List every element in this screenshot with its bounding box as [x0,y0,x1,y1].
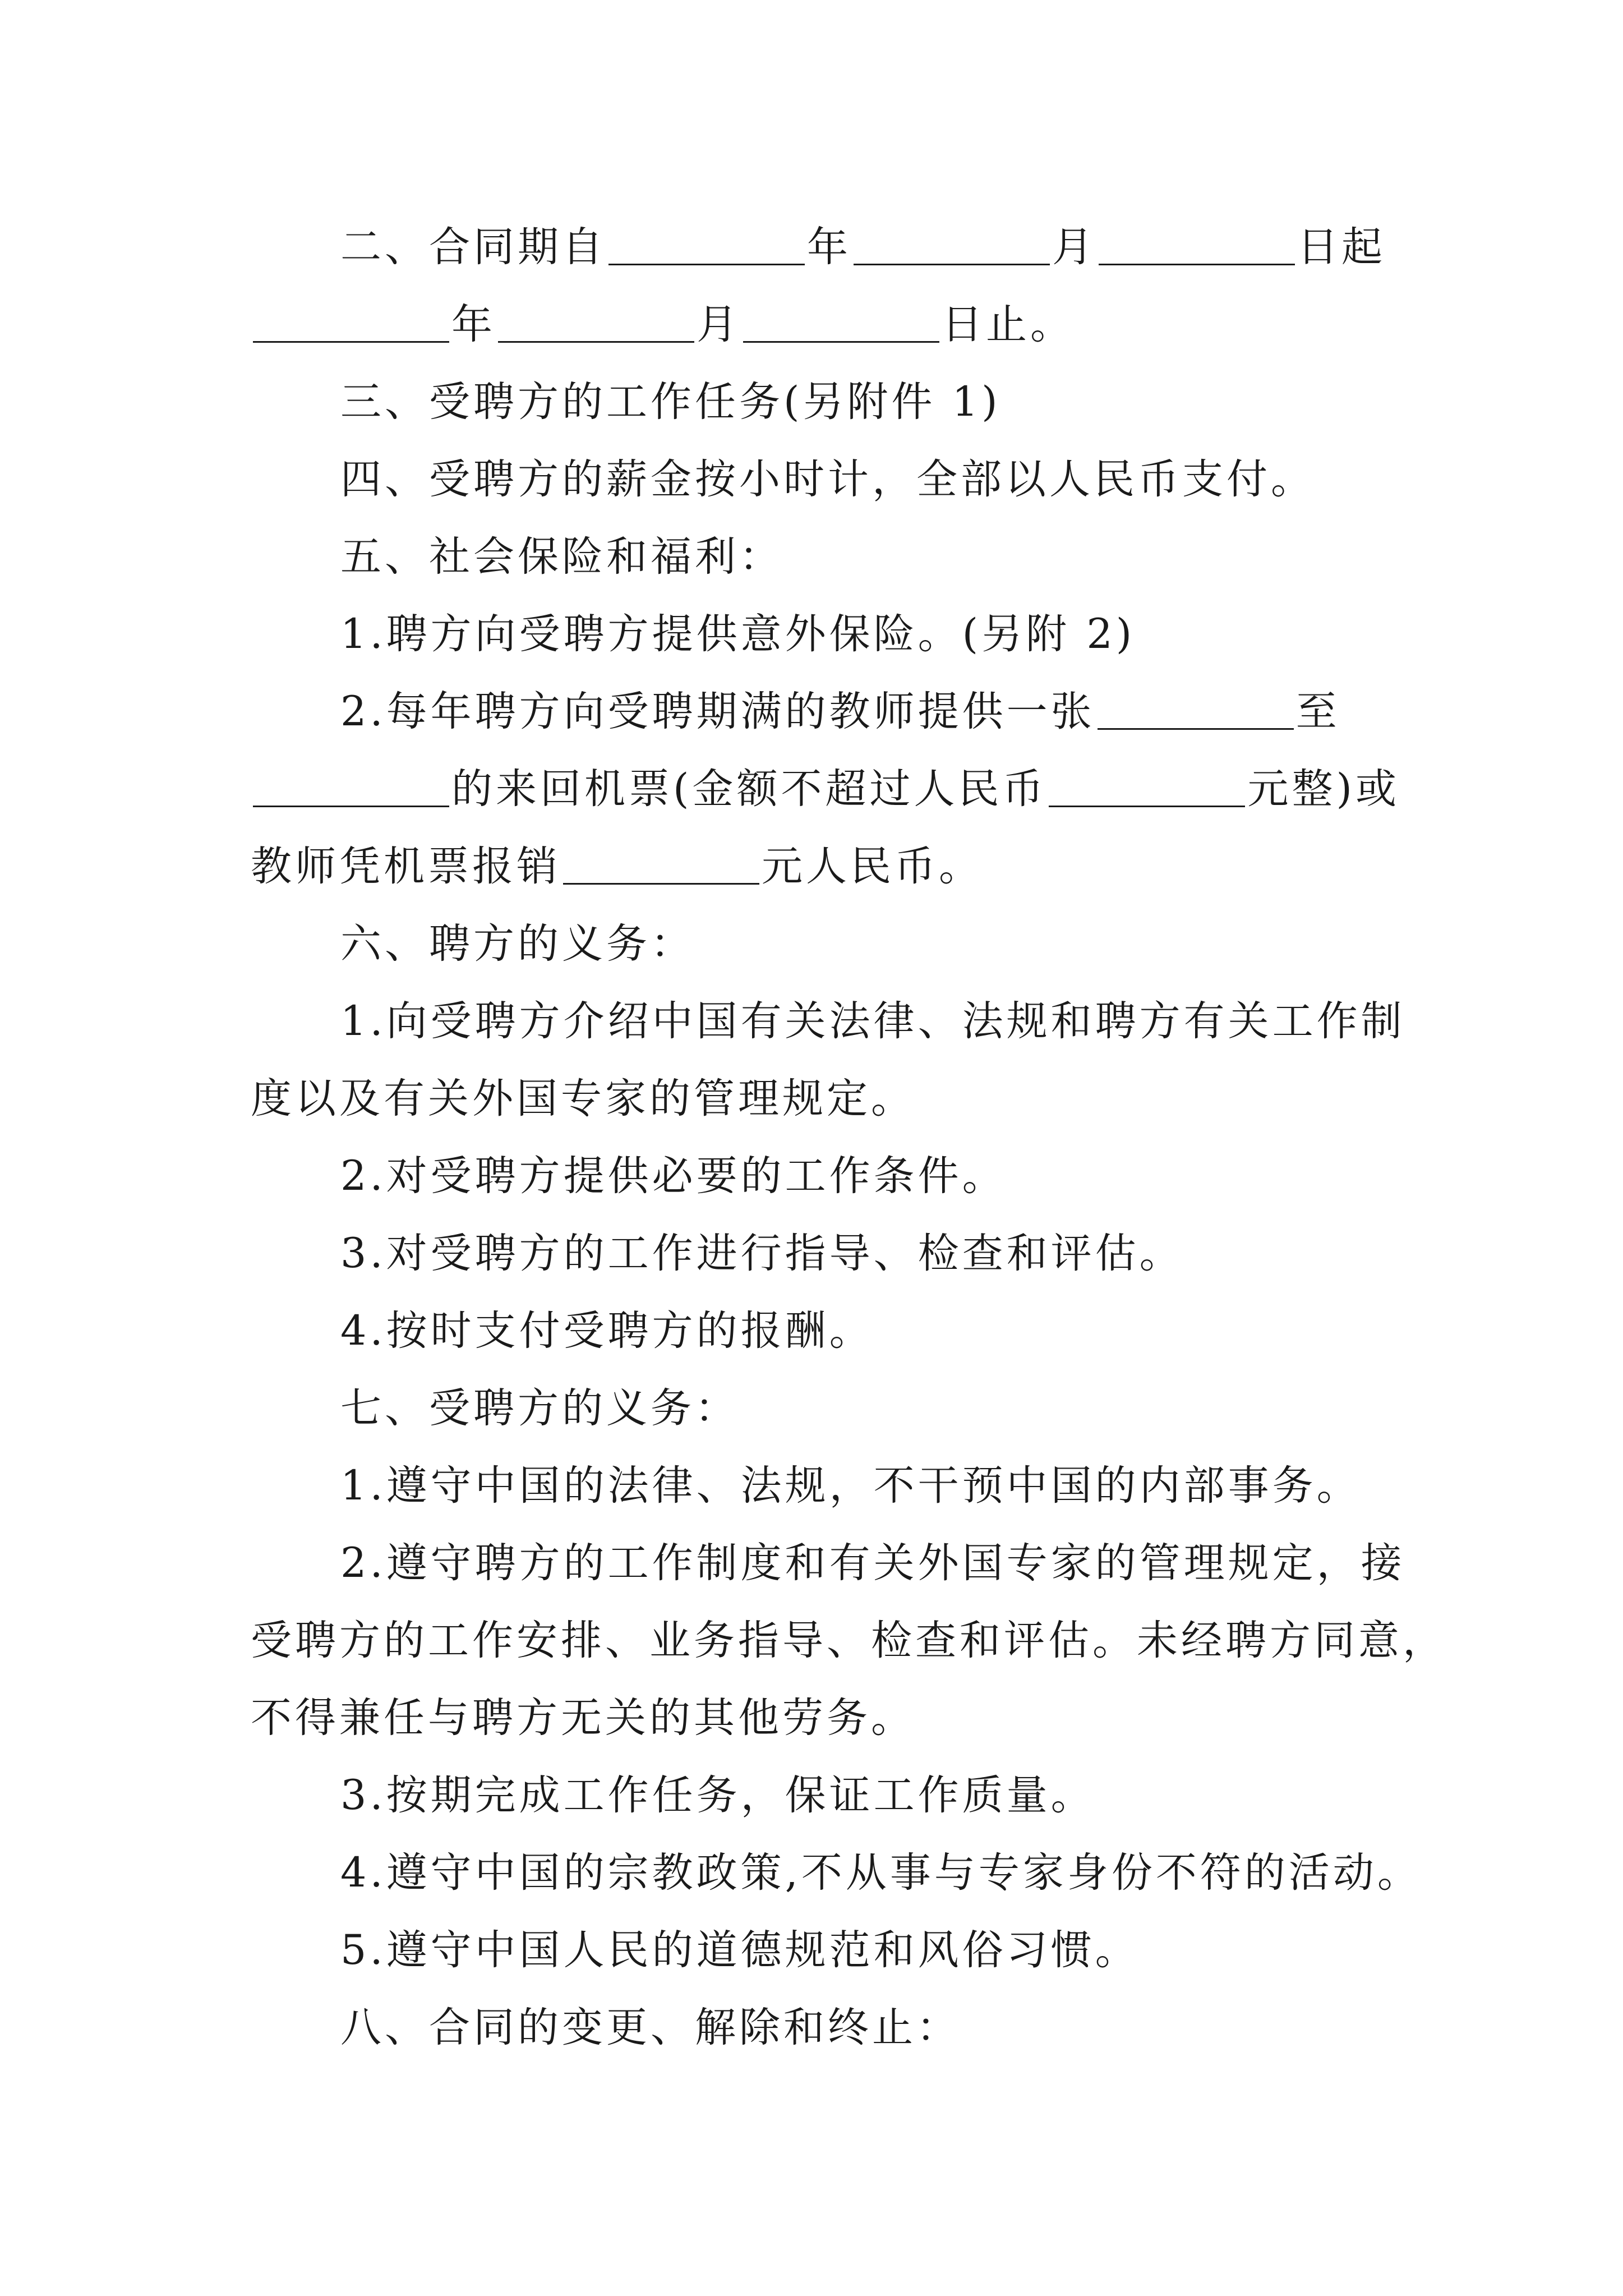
paragraph-line [251,751,1400,828]
line-text: 五、社会保险和福利： [340,533,783,581]
fill-in-blank [1049,765,1245,807]
paragraph-line [251,983,1405,1060]
fill-in-blank [1099,223,1295,265]
paragraph-line [251,596,1395,673]
paragraph-line [251,1060,1395,1138]
line-text: 三、受聘方的工作任务(另附件 1) [340,378,1001,426]
line-text: 1.聘方向受聘方提供意外保险。(另附 2) [340,610,1136,658]
paragraph-line [251,1757,1395,1834]
fill-in-blank [498,300,694,343]
fill-in-blank [743,300,939,343]
paragraph-line [251,905,1395,983]
fill-in-blank [854,223,1050,265]
line-text: 度以及有关外国专家的管理规定。 [251,1075,915,1122]
line-text: 元人民币。 [762,843,983,890]
line-text: 四、受聘方的薪金按小时计，全部以人民币支付。 [340,455,1315,503]
line-text: 4.遵守中国的宗教政策,不从事与专家身份不符的活动。 [340,1849,1422,1897]
paragraph-line [251,1680,1395,1757]
line-text: 二、合同期自 [340,223,606,271]
paragraph-line [251,286,1395,364]
paragraph-line [251,1370,1395,1447]
line-text: 教师凭机票报销 [251,843,561,890]
line-text: 2.每年聘方向受聘期满的教师提供一张 [340,688,1095,735]
line-text: 年 [451,301,496,348]
paragraph-line [251,518,1395,596]
line-text: 八、合同的变更、解除和终止： [340,2004,961,2051]
document-body [251,209,1447,2067]
line-text: 1.向受聘方介绍中国有关法律、法规和聘方有关工作制 [340,997,1405,1045]
line-text: 元整)或 [1247,765,1400,813]
paragraph-line [251,828,1395,905]
paragraph-line [251,1292,1395,1370]
line-text: 3.按期完成工作任务，保证工作质量。 [340,1772,1095,1819]
fill-in-blank [608,223,805,265]
line-text: 七、受聘方的义务： [340,1384,739,1432]
line-text: 不得兼任与聘方无关的其他劳务。 [251,1694,915,1742]
line-text: 5.遵守中国人民的道德规范和风俗习惯。 [340,1926,1140,1974]
paragraph-line [251,1447,1395,1525]
fill-in-blank [253,300,449,343]
line-text: 2.遵守聘方的工作制度和有关外国专家的管理规定，接 [340,1539,1405,1587]
paragraph-line [251,441,1395,518]
line-text: 月 [1052,223,1096,271]
line-text: 受聘方的工作安排、业务指导、检查和评估。未经聘方同意， [251,1617,1447,1664]
fill-in-blank [1098,687,1294,730]
paragraph-line [251,1215,1395,1292]
line-text: 年 [807,223,851,271]
line-text: 2.对受聘方提供必要的工作条件。 [340,1152,1007,1200]
paragraph-line [251,1989,1395,2067]
paragraph-line [251,209,1395,286]
paragraph-line [251,1525,1405,1602]
line-text: 日止。 [942,301,1075,348]
fill-in-blank [563,842,759,885]
line-text: 日起 [1297,223,1386,271]
line-text: 六、聘方的义务： [340,920,695,968]
paragraph-line [251,364,1395,441]
paragraph-line [251,1602,1447,1680]
paragraph-line [251,1912,1395,1989]
line-text: 1.遵守中国的法律、法规，不干预中国的内部事务。 [340,1462,1361,1510]
fill-in-blank [253,765,449,807]
paragraph-line [251,1138,1395,1215]
paragraph-line [251,673,1395,751]
line-text: 至 [1295,688,1340,735]
line-text: 的来回机票(金额不超过人民币 [451,765,1047,813]
paragraph-line [251,1834,1422,1912]
line-text: 3.对受聘方的工作进行指导、检查和评估。 [340,1230,1184,1277]
line-text: 4.按时支付受聘方的报酬。 [340,1307,874,1355]
line-text: 月 [697,301,741,348]
